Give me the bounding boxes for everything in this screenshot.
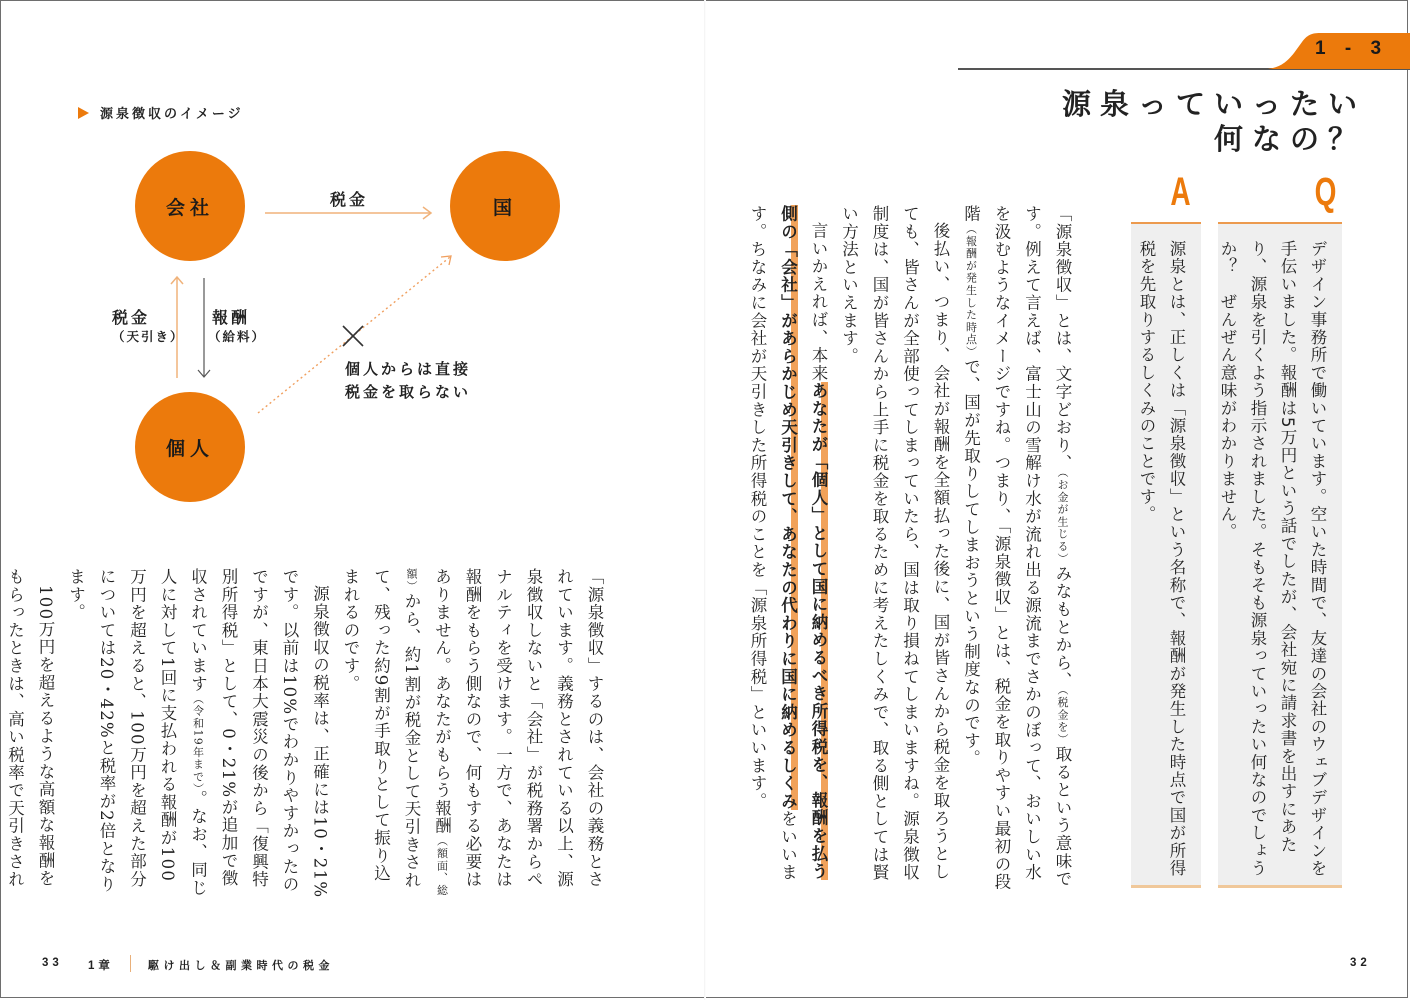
body-note: （額面、総額） xyxy=(405,568,449,897)
blocked-note xyxy=(345,358,471,404)
body-text: から、約1割が税金として天引きされて、残った約9割が手取りとして振り込まれるのです。 xyxy=(341,568,421,890)
body-text: みなもとから、 xyxy=(1053,564,1072,690)
node-country: 国 xyxy=(450,151,560,261)
body-note: （令和19年まで） xyxy=(191,692,205,790)
body-text: 源泉徴収の税率は、正確には10・21%です。以前は10%でわかりやすかったのですが、東日本大震災の後から「復興特別所得税」として、0・21%が追加で徴収されています xyxy=(188,568,330,898)
body-paragraph: 100万円を超えるような高額な報酬をもらったときは、高い税率で天引きされ xyxy=(5,568,55,889)
body-text: で、国が先取りしてしまおうという制度なのです。 xyxy=(961,358,981,768)
highlighted-text: あなたが「個人」として国に納めるべき所得税を、報酬を払う側の「会社」があらかじめ天引きして、あなたの代わりに国に納めるしくみ xyxy=(778,205,828,881)
body-text: をいいます。ちなみに会社が天引きした所得税のことを「源泉所得税」といいます。 xyxy=(748,205,798,882)
right-page-body xyxy=(742,205,1078,895)
body-text: 「源泉徴収」するのは、会社の義務とされています。義務とされている以上、源泉徴収しないと「会社」が税務署からペナルティを受けます。一方で、あなたは報酬をもらう側なので、何もする必要はありません。あなたがもらう報酬 xyxy=(432,568,604,889)
question-text: デザイン事務所で働いています。空いた時間で、友達の会社のウェブデザインを手伝いました。報酬は5万円という話でしたが、会社宛に請求書を出すにあたり、源泉を引くよう指示されました。そもそも源泉っていったい何なのでしょうか？ ぜんぜん意味がわかりません。 xyxy=(1218,240,1327,878)
body-paragraph xyxy=(335,568,610,898)
body-paragraph xyxy=(742,205,834,895)
body-text: 「源泉徴収」とは、文字どおり、 xyxy=(1053,205,1072,472)
footer-separator xyxy=(130,955,131,972)
edge-label-tax-withheld-sub: （天引き） xyxy=(112,329,185,344)
section-number: 1 - 3 xyxy=(1315,38,1389,59)
node-company: 会社 xyxy=(135,151,245,261)
blocked-note-line1: 個人からは直接 xyxy=(345,360,472,378)
body-note: （税金を） xyxy=(1056,689,1069,746)
answer-box xyxy=(1131,222,1201,888)
node-person: 個人 xyxy=(135,392,245,502)
body-text: 取るという意味です。例えて言えば、富士山の雪解け水が流れ出る源流までさかのぼって、おいしい水を汲むようなイメージですね。つまり、「源泉徴収」とは、税金を取りやすい最初の段階 xyxy=(961,205,1072,891)
diagram-title-text: 源泉徴収のイメージ xyxy=(100,107,244,122)
edge-label-pay-sub: （給料） xyxy=(208,329,267,344)
page-title-line2: 何なの？ xyxy=(1213,122,1366,156)
blocked-note-line2: 税金を取らない xyxy=(345,383,472,401)
body-note: （お金が生じる） xyxy=(1056,472,1069,565)
answer-letter: A xyxy=(1170,170,1191,214)
body-text: 。なお、同じ人に対して1回に支払われる報酬が100万円を超えると、100万円を超えた部分については20・42%と税率が2倍となります。 xyxy=(66,568,208,897)
answer-text: 源泉とは、正しくは「源泉徴収」という名称で、報酬が発生した時点で国が所得税を先取りするしくみのことです。 xyxy=(1137,240,1186,878)
page-number-left: 33 xyxy=(42,957,63,969)
question-box xyxy=(1218,222,1342,888)
left-page-body xyxy=(0,568,609,898)
diagram-arrows xyxy=(0,0,705,560)
body-paragraph xyxy=(60,568,335,898)
page-number-right: 32 xyxy=(1350,957,1371,969)
body-paragraph xyxy=(955,205,1077,895)
question-letter: Q xyxy=(1314,170,1337,214)
page-title-line1: 源泉っていったい xyxy=(1061,87,1366,121)
edge-label-tax: 税金 xyxy=(330,190,369,209)
body-paragraph: 後払い、つまり、会社が報酬を全額払った後に、国が皆さんから税金を取ろうとしても、皆さんが全部使ってしまっていたら、国は取り損ねてしまいますね。源泉徴収制度は、国が皆さんから上手に税金を取るために考えたしくみで、取る側としては賢い方法といえます。 xyxy=(839,205,950,882)
edge-label-tax-withheld: 税金 xyxy=(112,308,151,327)
edge-label-pay: 報酬 xyxy=(212,308,251,327)
cross-mark-icon xyxy=(343,326,363,346)
body-note: （報酬が発生した時点） xyxy=(964,222,978,359)
chapter-label: 1章 xyxy=(88,960,114,972)
chapter-title: 駆け出し＆副業時代の税金 xyxy=(148,959,334,972)
body-text: 言いかえれば、本来 xyxy=(809,221,828,382)
